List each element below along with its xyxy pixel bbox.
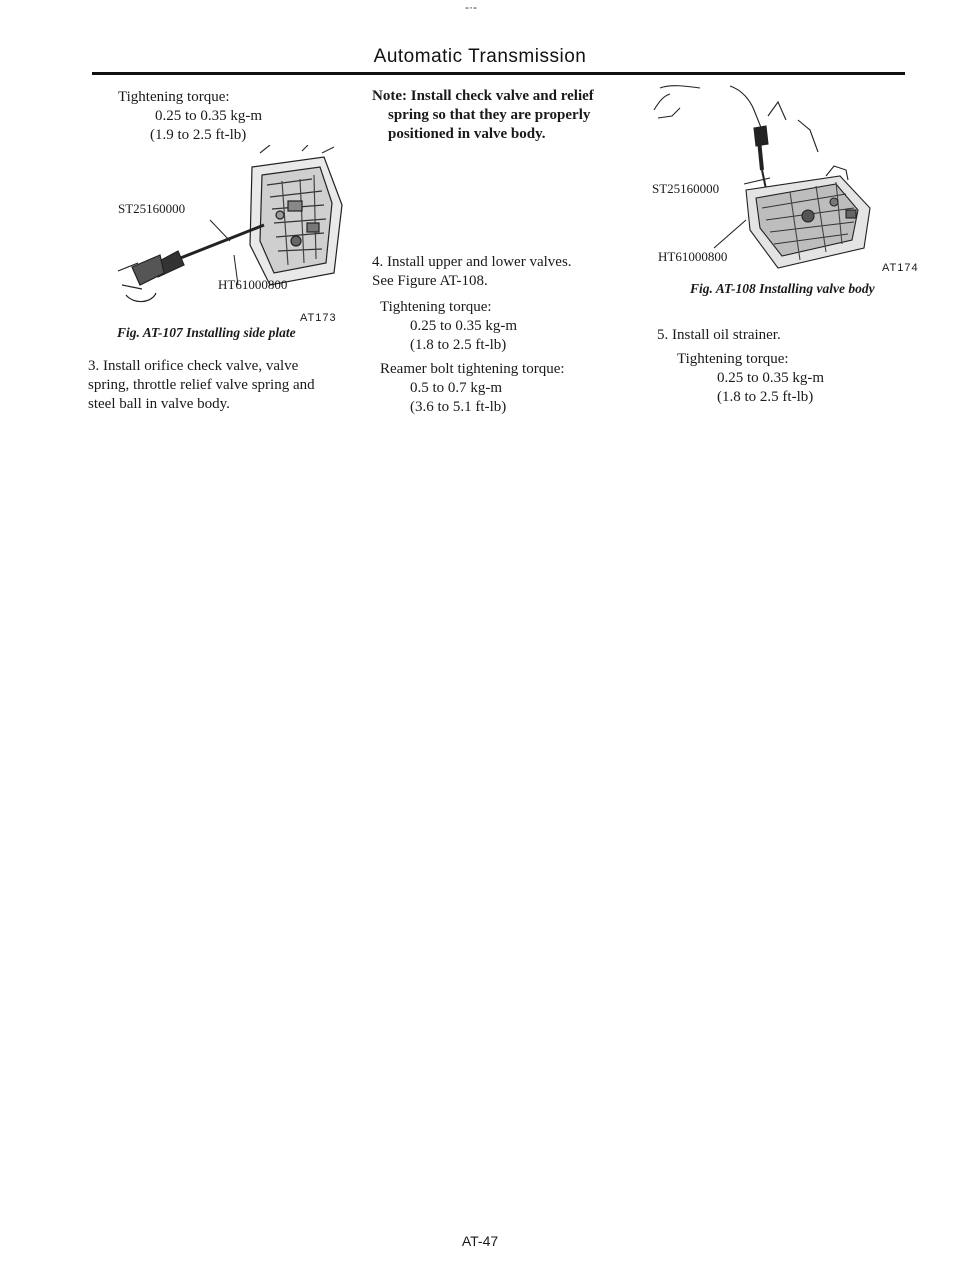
tool-label-st: ST25160000 [652, 181, 720, 196]
page-number: AT-47 [461, 1233, 499, 1249]
figure-caption: Fig. AT-108 Installing valve body [690, 281, 875, 296]
step5-torque-label: Tightening torque: [677, 351, 789, 367]
torque-value-metric: 0.25 to 0.35 kg-m [155, 108, 263, 124]
step3-line2: spring, throttle relief valve spring and [88, 377, 315, 393]
figure-code: AT173 [300, 312, 337, 324]
step4-line2: See Figure AT-108. [372, 273, 488, 289]
step5-line: 5. Install oil strainer. [657, 327, 781, 343]
torque-label: Tightening torque: [118, 89, 230, 105]
note-line1: Note: Install check valve and relief [372, 88, 594, 104]
reamer-torque-metric: 0.5 to 0.7 kg-m [410, 380, 503, 396]
reamer-torque-imperial: (3.6 to 5.1 ft-lb) [410, 399, 507, 415]
tool-label-ht: HT61000800 [658, 249, 728, 264]
step5-torque-imperial: (1.8 to 2.5 ft-lb) [717, 389, 814, 405]
tool-label-st: ST25160000 [118, 201, 186, 216]
torque-value-imperial: (1.9 to 2.5 ft-lb) [150, 127, 247, 143]
step3-line3: steel ball in valve body. [88, 396, 230, 412]
note-line2: spring so that they are properly [388, 107, 591, 123]
tool-label-ht: HT61000800 [218, 277, 288, 292]
page-title: Automatic Transmission [373, 46, 587, 67]
figure-caption: Fig. AT-107 Installing side plate [117, 325, 296, 340]
step3-line1: 3. Install orifice check valve, valve [88, 358, 299, 374]
step4-line1: 4. Install upper and lower valves. [372, 254, 572, 270]
note-line3: positioned in valve body. [388, 126, 546, 142]
top-mark: -·- [465, 0, 477, 14]
step4-torque-metric: 0.25 to 0.35 kg-m [410, 318, 518, 334]
figure-code: AT174 [882, 262, 919, 274]
step5-torque-metric: 0.25 to 0.35 kg-m [717, 370, 825, 386]
reamer-torque-label: Reamer bolt tightening torque: [380, 361, 565, 377]
step4-torque-label: Tightening torque: [380, 299, 492, 315]
step4-torque-imperial: (1.8 to 2.5 ft-lb) [410, 337, 507, 353]
header-rule [92, 72, 905, 75]
